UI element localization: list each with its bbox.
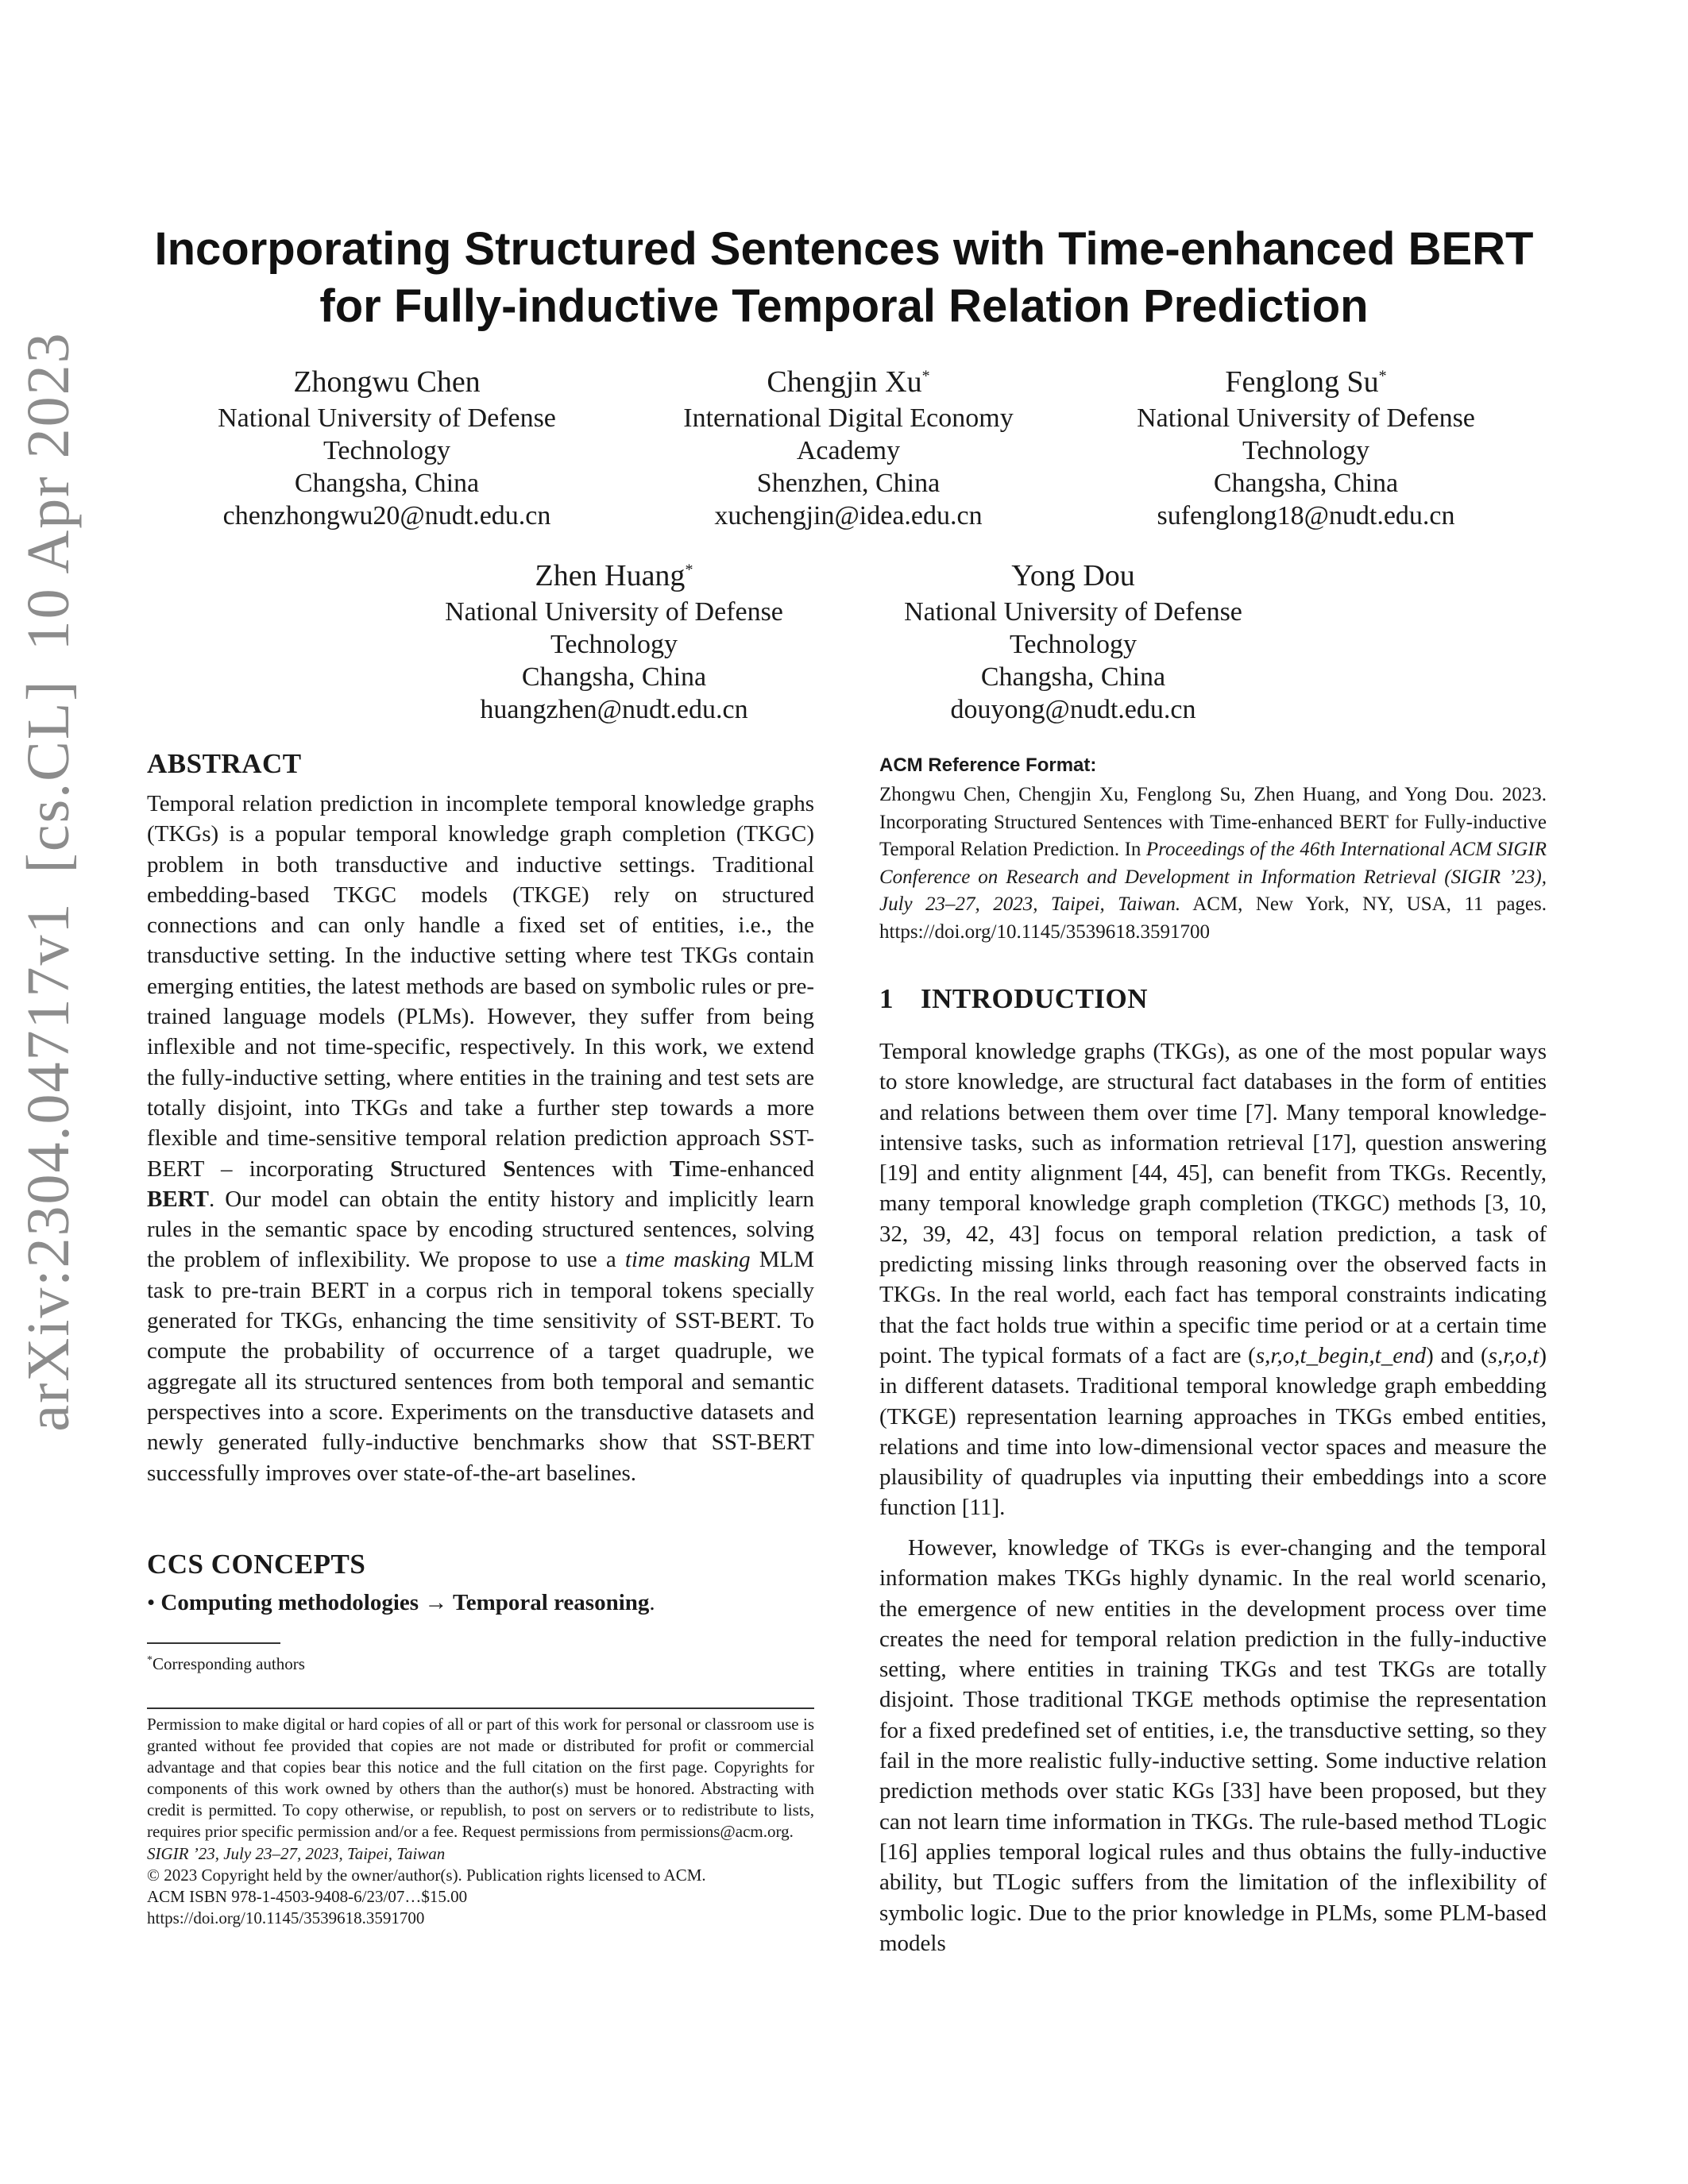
author-affiliation: Technology xyxy=(323,436,451,465)
abstract-heading: ABSTRACT xyxy=(147,748,302,779)
author-email: huangzhen@nudt.edu.cn xyxy=(480,695,748,724)
author-email: sufenglong18@nudt.edu.cn xyxy=(1157,501,1455,531)
author-city: Changsha, China xyxy=(1213,469,1399,498)
corresponding-mark: * xyxy=(685,561,693,579)
section-number: 1 xyxy=(879,983,894,1014)
author-affiliation: National University of Defense xyxy=(445,597,783,627)
author-block xyxy=(408,556,821,726)
ccs-concept: • Computing methodologies → Temporal reasoning. xyxy=(147,1590,655,1615)
conference-line: SIGIR ’23, July 23–27, 2023, Taipei, Taiwan xyxy=(147,1843,446,1863)
author-block xyxy=(1099,362,1512,532)
introduction-heading: 1 INTRODUCTION xyxy=(879,983,1149,1014)
author-email: xuchengjin@idea.edu.cn xyxy=(714,501,983,531)
author-city: Changsha, China xyxy=(980,662,1166,692)
author-affiliation: Technology xyxy=(1009,630,1138,659)
corresponding-mark: * xyxy=(921,367,930,385)
author-name: Yong Dou xyxy=(1011,559,1135,592)
author-affiliation: National University of Defense xyxy=(904,597,1242,627)
acm-reference-body: Zhongwu Chen, Chengjin Xu, Fenglong Su, Zhen Huang, and Yong Dou. 2023. Incorporating Structured Sentences with Time-enhanced BERT for Fully-inductive Temporal Relation Prediction. In Proceedings of the 46th International ACM SIGIR Conference on Research and Development in Information Retrieval (SIGIR ’23), July 23–27, 2023, Taipei, Taiwan. ACM, New York, NY, USA, 11 pages. https://doi.org/10.1145/3539618.3591700 xyxy=(879,784,1547,943)
intro-paragraph-2: However, knowledge of TKGs is ever-changing and the temporal information makes TKGs highly dynamic. In the real world scenario, the emergence of new entities in the development process over time creates the need for temporal relation prediction in the fully-inductive setting, where entities in training TKGs and test TKGs are totally disjoint. Those traditional TKGE methods optimise the representation for a fixed predefined set of entities, i.e, the transductive setting, so they fail in the more realistic fully-inductive setting. Some inductive relation prediction methods over static KGs [33] have been proposed, but they can not learn time information in TKGs. The rule-based method TLogic [16] applies temporal logical rules and thus obtains the fully-inductive ability, but TLogic suffers from the limitation of the inflexibility of symbolic logic. Due to the prior knowledge in PLMs, some PLM-based models xyxy=(879,1535,1547,1956)
author-affiliation: International Digital Economy xyxy=(683,403,1014,433)
copyright-line: © 2023 Copyright held by the owner/author(s). Publication rights licensed to ACM. xyxy=(147,1865,706,1885)
author-affiliation: Technology xyxy=(550,630,678,659)
acm-reference-heading: ACM Reference Format: xyxy=(879,754,1097,776)
author-affiliation: Technology xyxy=(1242,436,1370,465)
arxiv-category: [cs.CL] xyxy=(15,679,82,874)
author-name: Fenglong Su* xyxy=(1225,365,1387,399)
author-email: douyong@nudt.edu.cn xyxy=(950,695,1196,724)
author-city: Shenzhen, China xyxy=(756,469,941,498)
title-line-1: Incorporating Structured Sentences with Time-enhanced BERT xyxy=(154,223,1534,275)
footnote: *Corresponding authors xyxy=(147,1654,305,1673)
author-email: chenzhongwu20@nudt.edu.cn xyxy=(222,501,551,531)
title-line-2: for Fully-inductive Temporal Relation Prediction xyxy=(319,280,1369,332)
intro-paragraph-1: Temporal knowledge graphs (TKGs), as one of the most popular ways to store knowledge, are structural fact databases in the form of entities and relations between them over time [7]. Many temporal knowledge-intensive tasks, such as information retrieval [17], question answering [19] and entity alignment [44, 45], can benefit from TKGs. Recently, many temporal knowledge graph completion (TKGC) methods [3, 10, 32, 39, 42, 43] focus on temporal relation prediction, a task of predicting missing links through reasoning over the observed facts in TKGs. In the real world, each fact has temporal constraints indicating that the fact holds true within a specific time period or at a certain time point. The typical formats of a fact are (s,r,o,t_begin,t_end) and (s,r,o,t) in different datasets. Traditional temporal knowledge graph embedding (TKGE) representation learning approaches in TKGs embed entities, relations and time into low-dimensional vector spaces and measure the plausibility of quadruples via inputting their embeddings into a score function [11]. xyxy=(879,1039,1547,1521)
author-affiliation: Academy xyxy=(796,436,901,465)
author-city: Changsha, China xyxy=(294,469,480,498)
author-name: Chengjin Xu* xyxy=(767,365,930,399)
paper-title xyxy=(95,221,1593,335)
corresponding-mark: * xyxy=(1378,367,1387,385)
author-block xyxy=(867,556,1280,726)
permission-rule xyxy=(147,1707,814,1709)
arxiv-date: 10 Apr 2023 xyxy=(15,331,82,651)
arxiv-id: arXiv:2304.04717v1 xyxy=(15,901,82,1432)
ccs-heading: CCS CONCEPTS xyxy=(147,1549,366,1580)
doi-line[interactable]: https://doi.org/10.1145/3539618.3591700 xyxy=(147,1908,425,1927)
author-affiliation: National University of Defense xyxy=(1137,403,1475,433)
author-city: Changsha, China xyxy=(521,662,707,692)
author-block xyxy=(642,362,1055,532)
abstract-body: Temporal relation prediction in incomplete temporal knowledge graphs (TKGs) is a popular temporal knowledge graph completion (TKGC) problem in both transductive and inductive settings. Traditional embedding-based TKGC models (TKGE) rely on structured connections and can only handle a fixed set of entities, i.e., the transductive setting. In the inductive setting where test TKGs contain emerging entities, the latest methods are based on symbolic rules or pre-trained language models (PLMs). However, they suffer from being inflexible and not time-specific, respectively. In this work, we extend the fully-inductive setting, where entities in the training and test sets are totally disjoint, into TKGs and take a further step towards a more flexible and time-sensitive temporal relation prediction approach SST-BERT – incorporating Structured Sentences with Time-enhanced BERT. Our model can obtain the entity history and implicitly learn rules in the semantic space by encoding structured sentences, solving the problem of inflexibility. We propose to use a time masking MLM task to pre-train BERT in a corpus rich in temporal tokens specially generated for TKGs, enhancing the time sensitivity of SST-BERT. To compute the probability of occurrence of a target quadruple, we aggregate all its structured sentences from both temporal and semantic perspectives into a score. Experiments on the transductive datasets and newly generated fully-inductive benchmarks show that SST-BERT successfully improves over state-of-the-art baselines. xyxy=(147,791,815,1486)
footnote-rule xyxy=(147,1642,280,1644)
isbn-line: ACM ISBN 978-1-4503-9408-6/23/07…$15.00 xyxy=(147,1886,468,1906)
permission-text: Permission to make digital or hard copies of all or part of this work for personal or classroom use is granted without fee provided that copies are not made or distributed for profit or commercial advantage and that copies bear this notice and the full citation on the first page. Copyrights for components of this work owned by others than the author(s) must be honored. Abstracting with credit is permitted. To copy otherwise, or republish, to post on servers or to redistribute to lists, requires prior specific permission and/or a fee. Request permissions from permissions@acm.org. xyxy=(147,1715,814,1842)
author-block xyxy=(180,362,593,532)
author-name: Zhen Huang* xyxy=(535,559,693,592)
author-affiliation: National University of Defense xyxy=(218,403,556,433)
arxiv-stamp xyxy=(5,206,92,1557)
permission-block xyxy=(147,1714,814,1929)
author-name: Zhongwu Chen xyxy=(293,365,481,399)
